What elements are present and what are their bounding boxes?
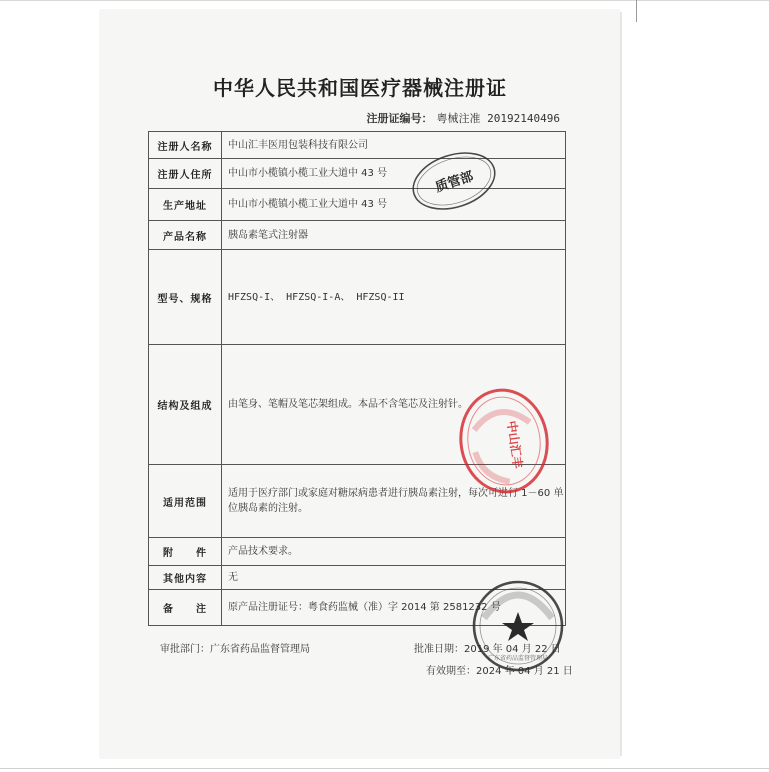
table-row [149,221,566,250]
registration-number-label: 注册证编号： [366,112,433,125]
company-seal-stamp [456,386,552,500]
field-label: 附 件 [149,538,222,566]
field-label: 型号、规格 [149,250,222,345]
sheet-edge [620,12,622,756]
approval-department-label: 审批部门： [160,644,210,655]
approval-date-value: 2019 年 04 月 22 日 [464,644,561,655]
field-label: 适用范围 [149,465,222,538]
valid-until-value: 2024 年 04 月 21 日 [476,666,573,677]
field-value: 无 [222,566,566,590]
table-row [149,189,566,221]
field-label: 生产地址 [149,189,222,221]
field-label: 备 注 [149,590,222,626]
registration-number [100,110,560,126]
field-value: 中山市小榄镇小榄工业大道中 43 号 [222,189,566,221]
star-icon [502,612,534,641]
field-label: 结构及组成 [149,345,222,465]
document-title: 中华人民共和国医疗器械注册证 [213,76,507,100]
field-label: 注册人住所 [149,159,222,189]
qa-department-stamp [408,150,500,216]
field-value: 由笔身、笔帽及笔芯架组成。本品不含笔芯及注射针。 [222,345,566,465]
field-value: 胰岛素笔式注射器 [222,221,566,250]
table-row [149,132,566,159]
table-row [149,250,566,345]
company-seal-text: 中山汇丰 [504,419,525,470]
field-value: 适用于医疗部门或家庭对糖尿病患者进行胰岛素注射，每次可进行 1－60 单位胰岛素的注射。 [222,465,566,538]
field-value: HFZSQ-I、 HFZSQ-I-A、 HFZSQ-II [222,250,566,345]
field-value: 原产品注册证号：粤食药监械（准）字 2014 第 2581232 号 [222,590,566,626]
table-row [149,538,566,566]
certificate-table [148,131,566,626]
field-value: 中山汇丰医用包装科技有限公司 [222,132,566,159]
approval-department-value: 广东省药品监督管理局 [210,644,310,655]
approval-department [160,640,310,655]
table-row [149,159,566,189]
valid-until-label: 有效期至： [426,666,476,677]
top-edge-line [0,0,769,1]
qa-stamp-text: 质管部 [433,169,476,196]
field-label: 其他内容 [149,566,222,590]
registration-number-value: 粤械注准 20192140496 [436,112,560,125]
approval-date-label: 批准日期： [414,644,464,655]
field-value: 中山市小榄镇小榄工业大道中 43 号 [222,159,566,189]
right-edge-line [636,0,637,22]
field-label: 注册人名称 [149,132,222,159]
gov-seal-text: 广东省药品监督管理局 [487,655,549,662]
bottom-edge-line [0,768,769,769]
government-seal-stamp [470,578,566,678]
field-label: 产品名称 [149,221,222,250]
field-value: 产品技术要求。 [222,538,566,566]
